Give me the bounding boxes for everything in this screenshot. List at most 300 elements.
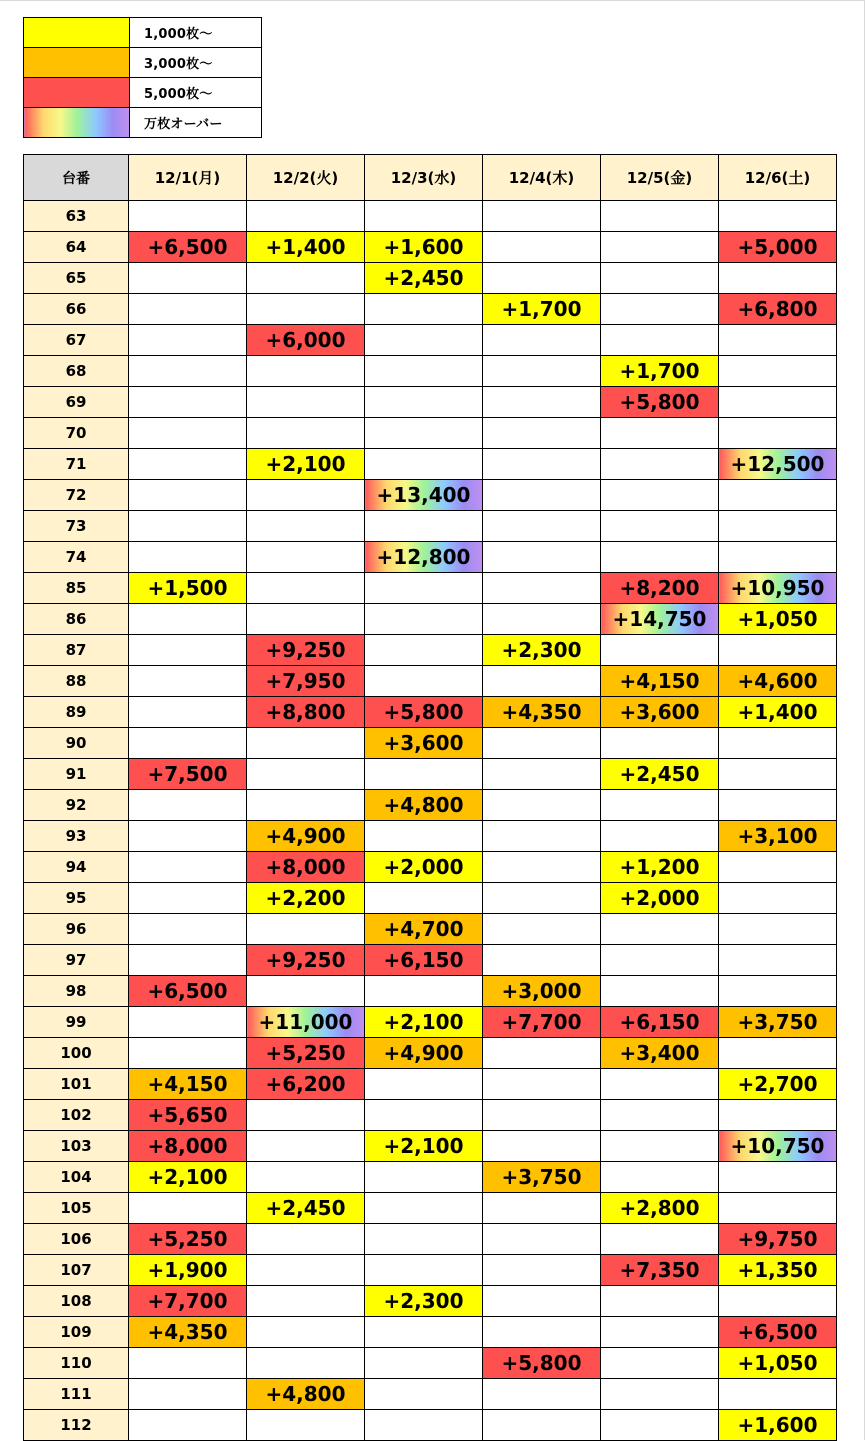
machine-number: 101 — [24, 1069, 129, 1100]
result-cell — [601, 480, 719, 511]
result-cell — [483, 1410, 601, 1441]
legend-row — [24, 108, 262, 138]
result-cell: +4,900 — [365, 1038, 483, 1069]
result-cell — [483, 418, 601, 449]
result-cell — [483, 325, 601, 356]
result-cell — [247, 604, 365, 635]
legend-body — [24, 18, 262, 138]
result-cell: +14,750 — [601, 604, 719, 635]
result-cell — [365, 821, 483, 852]
result-cell: +2,100 — [247, 449, 365, 480]
result-cell — [247, 1224, 365, 1255]
result-cell: +6,500 — [129, 232, 247, 263]
result-cell: +10,950 — [719, 573, 837, 604]
result-cell: +9,250 — [247, 945, 365, 976]
result-cell — [719, 263, 837, 294]
result-cell — [483, 449, 601, 480]
result-cell — [483, 356, 601, 387]
result-cell — [129, 945, 247, 976]
machine-number: 100 — [24, 1038, 129, 1069]
result-cell: +2,100 — [365, 1131, 483, 1162]
result-cell — [129, 294, 247, 325]
result-cell: +9,250 — [247, 635, 365, 666]
result-cell: +1,600 — [719, 1410, 837, 1441]
result-cell — [483, 1379, 601, 1410]
machine-number: 106 — [24, 1224, 129, 1255]
result-cell — [129, 697, 247, 728]
result-cell: +2,100 — [365, 1007, 483, 1038]
table-row — [24, 232, 837, 263]
day-header: 12/6(土) — [719, 155, 837, 201]
result-cell: +2,700 — [719, 1069, 837, 1100]
day-header: 12/3(水) — [365, 155, 483, 201]
machine-number: 93 — [24, 821, 129, 852]
machine-number: 69 — [24, 387, 129, 418]
result-cell: +1,900 — [129, 1255, 247, 1286]
legend-label: 3,000枚〜 — [130, 48, 262, 78]
result-cell — [483, 511, 601, 542]
machine-number: 104 — [24, 1162, 129, 1193]
machine-number: 73 — [24, 511, 129, 542]
result-cell — [247, 542, 365, 573]
result-cell — [365, 635, 483, 666]
result-cell: +6,150 — [601, 1007, 719, 1038]
result-cell — [129, 1379, 247, 1410]
result-cell — [483, 852, 601, 883]
result-cell — [129, 1007, 247, 1038]
result-cell: +2,300 — [365, 1286, 483, 1317]
result-cell: +4,900 — [247, 821, 365, 852]
result-cell — [483, 1224, 601, 1255]
table-row — [24, 263, 837, 294]
result-cell — [247, 263, 365, 294]
result-cell — [601, 201, 719, 232]
table-row — [24, 542, 837, 573]
table-row — [24, 1224, 837, 1255]
result-cell: +5,800 — [601, 387, 719, 418]
result-cell — [247, 480, 365, 511]
result-cell — [247, 1131, 365, 1162]
result-cell — [365, 1410, 483, 1441]
legend-swatch — [24, 18, 130, 48]
table-row — [24, 511, 837, 542]
legend-swatch — [24, 108, 130, 138]
result-cell — [483, 1131, 601, 1162]
result-cell — [719, 387, 837, 418]
result-cell — [719, 1286, 837, 1317]
machine-number: 98 — [24, 976, 129, 1007]
machine-number: 99 — [24, 1007, 129, 1038]
result-cell — [129, 449, 247, 480]
result-cell — [601, 790, 719, 821]
machine-number: 63 — [24, 201, 129, 232]
result-cell: +8,000 — [247, 852, 365, 883]
result-cell — [719, 945, 837, 976]
result-cell — [129, 511, 247, 542]
machine-number: 110 — [24, 1348, 129, 1379]
result-cell — [129, 790, 247, 821]
result-cell — [365, 1255, 483, 1286]
result-cell — [365, 449, 483, 480]
result-cell — [365, 1100, 483, 1131]
result-cell — [719, 1100, 837, 1131]
result-cell — [365, 1348, 483, 1379]
result-cell: +6,000 — [247, 325, 365, 356]
result-cell — [483, 232, 601, 263]
result-cell — [719, 759, 837, 790]
result-cell — [719, 1193, 837, 1224]
result-cell — [365, 573, 483, 604]
result-cell — [365, 1193, 483, 1224]
result-cell: +5,800 — [483, 1348, 601, 1379]
result-cell — [483, 387, 601, 418]
machine-number: 71 — [24, 449, 129, 480]
result-cell — [247, 914, 365, 945]
legend-row — [24, 78, 262, 108]
result-cell — [483, 1317, 601, 1348]
table-row — [24, 666, 837, 697]
result-cell — [719, 325, 837, 356]
machine-number: 89 — [24, 697, 129, 728]
legend-label: 1,000枚〜 — [130, 18, 262, 48]
legend-label: 万枚オーバー — [130, 108, 262, 138]
result-cell: +2,300 — [483, 635, 601, 666]
machine-number: 64 — [24, 232, 129, 263]
machine-number: 88 — [24, 666, 129, 697]
day-header: 12/5(金) — [601, 155, 719, 201]
table-row — [24, 945, 837, 976]
result-cell — [129, 1410, 247, 1441]
result-cell — [483, 666, 601, 697]
result-cell — [365, 1162, 483, 1193]
frame-top-border — [0, 0, 864, 1]
result-cell: +3,750 — [483, 1162, 601, 1193]
result-cell — [601, 1224, 719, 1255]
table-row — [24, 1162, 837, 1193]
table-row — [24, 1069, 837, 1100]
result-cell — [483, 542, 601, 573]
machine-number: 107 — [24, 1255, 129, 1286]
machine-number: 102 — [24, 1100, 129, 1131]
result-cell — [365, 356, 483, 387]
table-row — [24, 1193, 837, 1224]
result-cell — [719, 635, 837, 666]
table-row — [24, 1100, 837, 1131]
result-cell — [719, 542, 837, 573]
table-row — [24, 387, 837, 418]
result-cell — [601, 232, 719, 263]
result-cell — [129, 1348, 247, 1379]
result-cell — [365, 883, 483, 914]
result-cell — [719, 1162, 837, 1193]
result-cell: +4,150 — [129, 1069, 247, 1100]
result-cell — [719, 790, 837, 821]
result-cell — [483, 821, 601, 852]
result-cell: +10,750 — [719, 1131, 837, 1162]
result-cell: +5,650 — [129, 1100, 247, 1131]
result-cell — [483, 914, 601, 945]
result-cell: +12,500 — [719, 449, 837, 480]
result-cell — [365, 387, 483, 418]
result-cell — [247, 728, 365, 759]
result-cell — [601, 1162, 719, 1193]
table-row — [24, 1038, 837, 1069]
result-cell — [601, 418, 719, 449]
result-cell: +8,000 — [129, 1131, 247, 1162]
result-cell: +2,450 — [247, 1193, 365, 1224]
result-cell — [601, 1379, 719, 1410]
result-cell — [601, 325, 719, 356]
result-cell: +2,450 — [601, 759, 719, 790]
table-row — [24, 1348, 837, 1379]
result-cell — [247, 1348, 365, 1379]
result-cell — [129, 418, 247, 449]
table-row — [24, 635, 837, 666]
table-row — [24, 294, 837, 325]
table-row — [24, 697, 837, 728]
machine-number: 112 — [24, 1410, 129, 1441]
table-row — [24, 573, 837, 604]
result-cell — [129, 542, 247, 573]
result-cell: +5,250 — [247, 1038, 365, 1069]
result-cell — [247, 1317, 365, 1348]
result-cell — [483, 480, 601, 511]
result-cell — [601, 1069, 719, 1100]
machine-number: 108 — [24, 1286, 129, 1317]
machine-number: 103 — [24, 1131, 129, 1162]
legend-swatch — [24, 78, 130, 108]
result-cell — [483, 759, 601, 790]
result-cell: +1,700 — [483, 294, 601, 325]
table-row — [24, 852, 837, 883]
result-cell — [129, 666, 247, 697]
result-cell — [129, 728, 247, 759]
result-cell — [365, 759, 483, 790]
result-cell: +7,700 — [129, 1286, 247, 1317]
table-row — [24, 1379, 837, 1410]
result-cell: +7,350 — [601, 1255, 719, 1286]
result-cell — [601, 1131, 719, 1162]
result-cell — [247, 790, 365, 821]
table-row — [24, 480, 837, 511]
table-row — [24, 1007, 837, 1038]
result-cell: +5,800 — [365, 697, 483, 728]
result-cell: +1,350 — [719, 1255, 837, 1286]
legend-swatch — [24, 48, 130, 78]
result-cell: +2,800 — [601, 1193, 719, 1224]
table-row — [24, 449, 837, 480]
result-cell — [719, 201, 837, 232]
result-cell — [365, 666, 483, 697]
result-cell — [601, 635, 719, 666]
result-cell: +6,500 — [129, 976, 247, 1007]
result-cell: +1,600 — [365, 232, 483, 263]
table-row — [24, 1255, 837, 1286]
result-cell: +3,000 — [483, 976, 601, 1007]
result-cell — [129, 325, 247, 356]
result-cell — [129, 914, 247, 945]
table-row — [24, 1286, 837, 1317]
result-cell — [601, 511, 719, 542]
result-cell — [247, 573, 365, 604]
result-cell: +2,000 — [365, 852, 483, 883]
table-row — [24, 790, 837, 821]
result-cell: +3,600 — [365, 728, 483, 759]
result-cell: +2,000 — [601, 883, 719, 914]
result-cell: +12,800 — [365, 542, 483, 573]
result-cell: +8,200 — [601, 573, 719, 604]
result-cell — [129, 356, 247, 387]
result-cell — [719, 976, 837, 1007]
result-cell: +11,000 — [247, 1007, 365, 1038]
machine-number: 105 — [24, 1193, 129, 1224]
result-cell — [365, 201, 483, 232]
machine-number: 70 — [24, 418, 129, 449]
result-cell — [601, 449, 719, 480]
result-cell: +4,150 — [601, 666, 719, 697]
result-cell — [365, 294, 483, 325]
machine-number: 96 — [24, 914, 129, 945]
result-cell — [483, 573, 601, 604]
machine-number: 66 — [24, 294, 129, 325]
table-row — [24, 759, 837, 790]
result-cell — [601, 1286, 719, 1317]
result-cell: +4,350 — [129, 1317, 247, 1348]
result-cell — [601, 542, 719, 573]
table-row — [24, 604, 837, 635]
result-cell — [365, 511, 483, 542]
result-cell — [483, 604, 601, 635]
result-cell — [601, 1410, 719, 1441]
result-cell: +4,800 — [247, 1379, 365, 1410]
table-row — [24, 325, 837, 356]
result-cell — [247, 201, 365, 232]
result-cell — [719, 511, 837, 542]
machine-number: 72 — [24, 480, 129, 511]
result-cell — [483, 1286, 601, 1317]
result-cell — [247, 1410, 365, 1441]
result-cell — [483, 1100, 601, 1131]
result-cell: +6,200 — [247, 1069, 365, 1100]
table-row — [24, 728, 837, 759]
machine-number: 65 — [24, 263, 129, 294]
table-row — [24, 201, 837, 232]
machine-number: 85 — [24, 573, 129, 604]
result-cell — [601, 821, 719, 852]
result-cell: +4,700 — [365, 914, 483, 945]
day-header: 12/4(木) — [483, 155, 601, 201]
machine-number: 86 — [24, 604, 129, 635]
result-cell: +1,700 — [601, 356, 719, 387]
result-cell — [719, 914, 837, 945]
result-cell: +1,200 — [601, 852, 719, 883]
result-cell: +2,200 — [247, 883, 365, 914]
result-cell — [601, 294, 719, 325]
result-cell — [483, 728, 601, 759]
color-legend — [23, 17, 262, 138]
result-cell — [719, 883, 837, 914]
day-header: 12/2(火) — [247, 155, 365, 201]
machine-number: 67 — [24, 325, 129, 356]
result-cell — [365, 1317, 483, 1348]
result-cell: +2,450 — [365, 263, 483, 294]
result-cell: +1,050 — [719, 1348, 837, 1379]
result-cell — [365, 1379, 483, 1410]
machine-number: 68 — [24, 356, 129, 387]
result-cell: +7,700 — [483, 1007, 601, 1038]
machine-number: 97 — [24, 945, 129, 976]
result-cell — [129, 1193, 247, 1224]
result-cell — [719, 852, 837, 883]
result-cell — [247, 387, 365, 418]
result-cell — [483, 263, 601, 294]
result-cell: +6,800 — [719, 294, 837, 325]
day-header: 12/1(月) — [129, 155, 247, 201]
result-cell — [601, 976, 719, 1007]
machine-number: 111 — [24, 1379, 129, 1410]
result-cell — [601, 1317, 719, 1348]
table-row — [24, 883, 837, 914]
result-cell: +1,050 — [719, 604, 837, 635]
result-cell — [247, 759, 365, 790]
result-cell — [483, 1255, 601, 1286]
result-cell — [601, 914, 719, 945]
result-cell — [247, 976, 365, 1007]
table-row — [24, 356, 837, 387]
result-cell — [129, 263, 247, 294]
result-cell — [247, 1286, 365, 1317]
table-body — [24, 201, 837, 1441]
result-cell — [601, 728, 719, 759]
legend-label: 5,000枚〜 — [130, 78, 262, 108]
result-cell — [129, 604, 247, 635]
result-cell — [601, 1100, 719, 1131]
table-row — [24, 914, 837, 945]
result-cell — [365, 976, 483, 1007]
result-cell: +1,500 — [129, 573, 247, 604]
result-cell — [247, 1255, 365, 1286]
machine-number-header: 台番 — [24, 155, 129, 201]
result-cell — [483, 1069, 601, 1100]
result-cell: +3,600 — [601, 697, 719, 728]
result-cell — [483, 201, 601, 232]
result-cell — [483, 883, 601, 914]
result-cell: +7,950 — [247, 666, 365, 697]
result-cell: +3,750 — [719, 1007, 837, 1038]
machine-number: 95 — [24, 883, 129, 914]
result-cell — [365, 418, 483, 449]
result-cell: +8,800 — [247, 697, 365, 728]
result-cell: +3,100 — [719, 821, 837, 852]
result-cell — [719, 1379, 837, 1410]
result-cell — [483, 1193, 601, 1224]
machine-number: 109 — [24, 1317, 129, 1348]
result-cell — [719, 728, 837, 759]
machine-number: 87 — [24, 635, 129, 666]
result-cell: +1,400 — [719, 697, 837, 728]
result-cell — [129, 480, 247, 511]
result-cell — [719, 1038, 837, 1069]
result-cell — [719, 480, 837, 511]
result-cell — [129, 1038, 247, 1069]
result-cell — [129, 201, 247, 232]
result-cell: +4,800 — [365, 790, 483, 821]
table-row — [24, 418, 837, 449]
result-cell: +7,500 — [129, 759, 247, 790]
result-cell — [719, 356, 837, 387]
machine-number: 92 — [24, 790, 129, 821]
result-cell — [365, 325, 483, 356]
